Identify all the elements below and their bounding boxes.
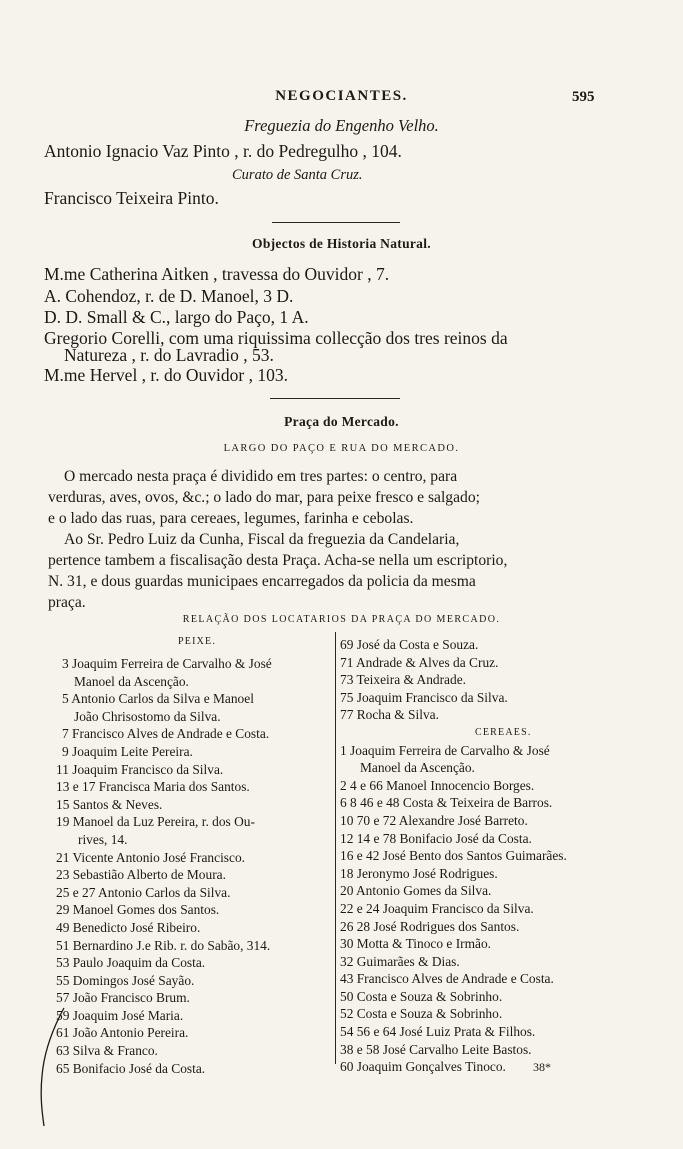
cereaes-line: 60 Joaquim Gonçalves Tinoco. (340, 1059, 506, 1075)
historia-line: D. D. Small & C., largo do Paço, 1 A. (44, 307, 309, 327)
handwritten-pen-mark (30, 1000, 70, 1130)
cereaes-line: Manoel da Ascenção. (360, 760, 475, 776)
cereaes-line: 38 e 58 José Carvalho Leite Bastos. (340, 1041, 532, 1057)
cereaes-line: 52 Costa e Souza & Sobrinho. (340, 1006, 503, 1022)
peixe-line: 21 Vicente Antonio José Francisco. (56, 849, 245, 865)
historia-line: M.me Catherina Aitken , travessa do Ouvidor , 7. (44, 264, 390, 284)
peixe-line: 3 Joaquim Ferreira de Carvalho & José (62, 656, 272, 671)
peixe-line: 59 Joaquim José Maria. (56, 1007, 184, 1023)
peixe-line: 65 Bonifacio José da Costa. (56, 1060, 206, 1076)
cereaes-line: 54 56 e 64 José Luiz Prata & Filhos. (340, 1024, 536, 1040)
right-line: 75 Joaquim Francisco da Silva. (340, 689, 508, 705)
historia-line: M.me Hervel , r. do Ouvidor , 103. (44, 365, 288, 385)
freguezia-entry: Antonio Ignacio Vaz Pinto , r. do Pedregulho , 104. (44, 141, 402, 161)
page-title: NEGOCIANTES. (275, 88, 408, 104)
mercado-text: Ao Sr. Pedro Luiz da Cunha, Fiscal da freguezia da Candelaria, (64, 531, 460, 548)
section-rule (270, 398, 400, 399)
peixe-line: 49 Benedicto José Ribeiro. (56, 919, 201, 935)
curato-entry: Francisco Teixeira Pinto. (44, 188, 219, 208)
peixe-line: 29 Manoel Gomes dos Santos. (56, 902, 220, 918)
peixe-line: 9 Joaquim Leite Pereira. (62, 743, 193, 759)
peixe-heading: PEIXE. (178, 636, 217, 647)
cereaes-line: 20 Antonio Gomes da Silva. (340, 883, 492, 899)
cereaes-line: 16 e 42 José Bento dos Santos Guimarães. (340, 848, 567, 864)
historia-line: Natureza , r. do Lavradio , 53. (64, 345, 274, 365)
mercado-text: e o lado das ruas, para cereaes, legumes, farinha e cebolas. (48, 510, 414, 527)
section-rule (272, 222, 400, 223)
page-number: 595 (572, 89, 595, 105)
right-line: 77 Rocha & Silva. (340, 707, 439, 723)
mercado-text: pertence tambem a fiscalisação desta Praça. Acha-se nella um escriptorio, (48, 552, 508, 569)
mercado-text: N. 31, e dous guardas municipaes encarregados da policia da mesma (48, 573, 476, 590)
right-line: 71 Andrade & Alves da Cruz. (340, 654, 499, 670)
cereaes-line: 50 Costa e Souza & Sobrinho. (340, 988, 503, 1004)
peixe-line: 55 Domingos José Sayão. (56, 972, 195, 988)
peixe-line: 13 e 17 Francisca Maria dos Santos. (56, 779, 250, 795)
historia-line: A. Cohendoz, r. de D. Manoel, 3 D. (44, 286, 294, 306)
peixe-line: 5 Antonio Carlos da Silva e Manoel (62, 691, 254, 707)
peixe-line: 57 João Francisco Brum. (56, 990, 190, 1006)
peixe-line: 51 Bernardino J.e Rib. r. do Sabão, 314. (56, 937, 271, 953)
peixe-line: 23 Sebastião Alberto de Moura. (56, 867, 226, 883)
right-line: 73 Teixeira & Andrade. (340, 672, 466, 688)
mercado-text: O mercado nesta praça é dividido em tres partes: o centro, para (64, 468, 458, 485)
peixe-line: 53 Paulo Joaquim da Costa. (56, 955, 206, 971)
cereaes-line: 32 Guimarães & Dias. (340, 953, 460, 969)
cereaes-line: 6 8 46 e 48 Costa & Teixeira de Barros. (340, 795, 553, 811)
peixe-line: 11 Joaquim Francisco da Silva. (56, 761, 224, 777)
mercado-text: verduras, aves, ovos, &c.; o lado do mar, para peixe fresco e salgado; (48, 489, 480, 506)
cereaes-line: 2 4 e 66 Manoel Innocencio Borges. (340, 777, 535, 793)
cereaes-line: 12 14 e 78 Bonifacio José da Costa. (340, 830, 532, 846)
peixe-line: 25 e 27 Antonio Carlos da Silva. (56, 884, 231, 900)
peixe-line: 63 Silva & Franco. (56, 1043, 158, 1059)
peixe-list (48, 655, 334, 1077)
column-divider (335, 632, 336, 1064)
right-column (340, 636, 675, 1076)
peixe-line: rives, 14. (78, 831, 128, 847)
historia-line: Gregorio Corelli, com uma riquissima collecção dos tres reinos da (44, 328, 508, 348)
curato-heading: Curato de Santa Cruz. (232, 167, 363, 183)
peixe-line: 15 Santos & Neves. (56, 796, 163, 812)
cereaes-line: 22 e 24 Joaquim Francisco da Silva. (340, 900, 534, 916)
cereaes-heading: CEREAES. (475, 726, 532, 738)
cereaes-line: 10 70 e 72 Alexandre José Barreto. (340, 812, 528, 828)
cereaes-line: 26 28 José Rodrigues dos Santos. (340, 918, 520, 934)
peixe-line: João Chrisostomo da Silva. (74, 708, 221, 724)
historia-natural-heading: Objectos de Historia Natural. (252, 236, 431, 251)
printer-signature: 38* (533, 1060, 551, 1074)
peixe-line: Manoel da Ascenção. (74, 673, 189, 689)
cereaes-line: 18 Jeronymo José Rodrigues. (340, 865, 498, 881)
peixe-line: 61 João Antonio Pereira. (56, 1025, 189, 1041)
right-line: 69 José da Costa e Souza. (340, 637, 479, 652)
peixe-line: 7 Francisco Alves de Andrade e Costa. (62, 726, 270, 742)
cereaes-line: 30 Motta & Tinoco e Irmão. (340, 936, 492, 952)
cereaes-line: 1 Joaquim Ferreira de Carvalho & José (340, 742, 550, 758)
mercado-heading: Praça do Mercado. (284, 414, 399, 429)
mercado-subtitle: LARGO DO PAÇO E RUA DO MERCADO. (223, 443, 460, 454)
pen-stroke (41, 1008, 64, 1126)
cereaes-line: 43 Francisco Alves de Andrade e Costa. (340, 971, 554, 987)
peixe-line: 19 Manoel da Luz Pereira, r. dos Ou- (56, 814, 255, 830)
freguezia-heading: Freguezia do Engenho Velho. (244, 116, 439, 135)
mercado-text: praça. (48, 594, 86, 611)
relacao-title: RELAÇÃO DOS LOCATARIOS DA PRAÇA DO MERCADO. (182, 614, 501, 625)
